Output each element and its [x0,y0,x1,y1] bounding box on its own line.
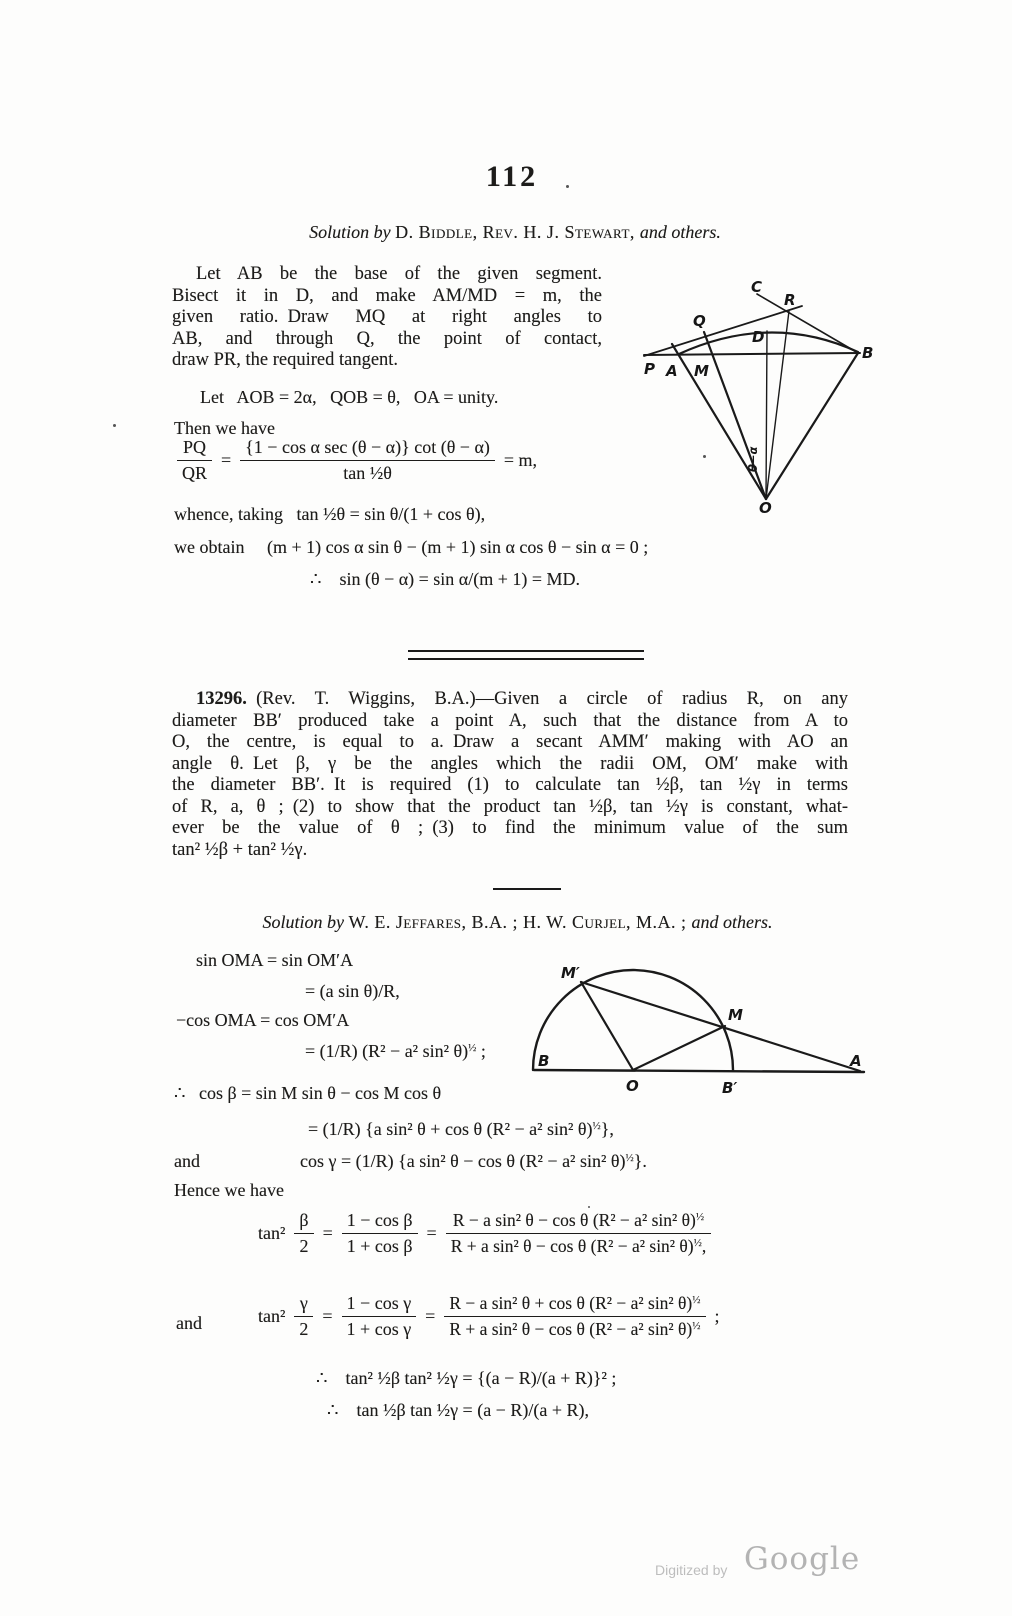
math-line-4: = (1/R) (R² − a² sin² θ)$^{\frac{1}{2}}$ ; [305,1041,486,1061]
paragraph-line: given ratio. Draw MQ at right angles to [172,307,602,327]
problem-line: diameter BB′ produced take a point A, such that the distance from A to [172,710,848,731]
point-label-m: M [728,1006,743,1024]
then-line: Then we have [174,418,275,438]
gamma-equation-lead: and [176,1313,202,1333]
point-label-b: B [862,344,874,362]
math-line-5: ∴ cos β = sin M sin θ − cos M cos θ [174,1083,442,1103]
equals-sign: = [322,1223,333,1243]
solution1-conclusion: ∴ sin (θ − α) = sin α/(m + 1) = MD. [310,569,581,589]
fraction-radical-gamma: $\frac{R - a \sin^2 \theta + \cos \theta (R^2 - a^2 \sin^2 \theta)^{\frac{1}{2}}}{R + a \sin^2 \theta - \cos \theta (R^2 - a^2 \sin^2 \theta)^{\frac{1}{2}}}$ [444,1293,705,1340]
double-rule-divider [408,650,644,660]
heading-tail: and others. [639,222,721,242]
point-label-m: M [694,362,709,380]
equals-sign: = [425,1306,436,1326]
math-line-7: cos γ = (1/R) {a sin² θ − cos θ (R² − a² sin² θ)$^{\frac{1}{2}}$}. [300,1151,647,1171]
scan-speck [113,424,116,427]
paragraph-line: AB, and through Q, the point of contact, [172,328,602,349]
point-label-r: R [784,291,796,309]
line-OD [766,331,767,499]
obtain-line: we obtain (m + 1) cos α sin θ − (m + 1) sin α cos θ − sin α = 0 ; [174,537,649,557]
watermark-digitized-by: Digitized by [655,1562,728,1578]
paragraph-line: Let AB be the base of the given segment. [196,264,602,284]
point-label-b: B [538,1052,550,1070]
point-label-m-prime: M′ [561,964,580,982]
watermark-google-logo: Google [744,1541,861,1577]
tan-squared: tan² [258,1223,286,1243]
baseline-BA [534,1070,864,1072]
problem-line: ever be the value of θ ; (3) to find the minimum value of the sum [172,818,848,838]
point-label-o: O [759,499,772,514]
problem-line: tan² ½β + tan² ½γ. [172,839,308,860]
math-line-1: sin OMA = sin OM′A [196,950,354,970]
solution2-heading [105,912,930,933]
fraction-gamma-over-2: $\frac{\gamma}{2}$ [294,1293,313,1340]
problem-attribution: (Rev. T. Wiggins, B.A.) [256,689,476,709]
point-label-a: A [850,1052,862,1070]
fraction-cos-beta: $\frac{\text{1 − cos β}}{\text{1 + cos β}}$ [342,1210,418,1257]
pq-qr-equation [177,437,546,484]
problem-line: angle θ. Let β, γ be the angles which the radii OM, OM′ make with [172,753,848,774]
secant-MpMA [581,982,860,1071]
line-OA [672,344,766,499]
scan-speck [588,1206,590,1208]
equals-sign: = [221,450,232,470]
gamma-equation [258,1293,729,1340]
fraction-cos-gamma: $\frac{\text{1 − cos γ}}{\text{1 + cos γ}}$ [342,1293,417,1340]
line-OM [633,1026,725,1070]
page-number: 112 [485,160,539,193]
row-punctuation: ; [714,1306,720,1326]
heading-tail: and others. [691,912,773,932]
problem-13296 [172,689,848,861]
point-label-q: Q [693,312,706,330]
solution1-paragraph [172,264,602,372]
point-label-b-prime: B′ [722,1079,738,1097]
paragraph-line: Bisect it in D, and make AM/MD = m, the [172,285,602,306]
fraction-radical-beta: $\frac{R - a \sin^2 \theta - \cos \theta (R^2 - a^2 \sin^2 \theta)^{\frac{1}{2}}}{R + a \sin^2 \theta - \cos \theta (R^2 - a^2 \sin^2 \theta)^{\frac{1}{2}},}$ [446,1210,712,1257]
segment-tangent-diagram [630,270,882,514]
problem-line: O, the centre, is equal to a. Draw a secant AMM′ making with AO an [172,732,848,752]
fraction-pq-qr: $\frac{PQ}{QR}$ [177,437,212,484]
let-line: Let AOB = 2α, QOB = θ, OA = unity. [200,387,499,407]
line-OB [766,353,858,499]
point-label-o: O [626,1077,639,1095]
line-OR [766,311,789,499]
point-label-a: A [666,362,678,380]
solution1-heading [105,222,925,243]
heading-authors: D. Biddle, Rev. H. J. Stewart, [395,222,640,242]
hence-line: Hence we have [174,1180,284,1200]
math-line-3: −cos OMA = cos OM′A [176,1010,350,1030]
problem-line: of R, a, θ ; (2) to show that the product tan ½β, tan ½γ is constant, what- [172,796,848,817]
problem-first-line [172,689,848,711]
equals-sign: = [322,1306,333,1326]
short-rule-divider [493,888,561,890]
angle-label-theta-minus-alpha: θ−α [746,446,760,472]
heading-lead: Solution by [309,222,396,242]
equals-sign: = [426,1223,437,1243]
heading-authors: W. E. Jeffares, B.A. ; H. W. Curjel, M.A. ; [348,912,692,932]
tan-squared: tan² [258,1306,286,1326]
scan-speck [566,185,569,188]
math-line-7-lead: and [174,1151,200,1171]
problem-number: 13296. [196,689,247,709]
whence-line: whence, taking tan ½θ = sin θ/(1 + cos θ), [174,504,486,524]
paragraph-line: draw PR, the required tangent. [172,350,399,370]
problem-first-line-rest: —Given a circle of radius R, on any [475,689,848,709]
math-line-2: = (a sin θ)/R, [305,981,400,1001]
fraction-beta-over-2: $\frac{\beta}{2}$ [294,1210,313,1257]
solution2-conclusion-1: ∴ tan² ½β tan² ½γ = {(a − R)/(a + R)}² ; [316,1368,617,1388]
beta-equation [258,1210,720,1257]
point-label-d: D [752,328,765,346]
point-label-c: C [751,278,763,296]
math-line-6: = (1/R) {a sin² θ + cos θ (R² − a² sin² θ)$^{\frac{1}{2}}$}, [308,1119,614,1139]
problem-line: the diameter BB′. It is required (1) to calculate tan ½β, tan ½γ in terms [172,775,848,795]
solution2-conclusion-2: ∴ tan ½β tan ½γ = (a − R)/(a + R), [327,1400,589,1420]
scan-speck [703,455,706,458]
equation-rhs: = m, [503,450,538,470]
point-label-p: P [644,360,655,378]
line-BRC [757,294,858,353]
tangent-PQR [644,306,802,356]
circle-secant-diagram [505,935,877,1100]
fraction-main: $\frac{\text{\{1 − cos α sec (θ − α)\} cot (θ − α)}}{\text{tan ½θ}}$ [240,437,495,484]
line-OQ [704,332,766,499]
heading-lead: Solution by [262,912,349,932]
